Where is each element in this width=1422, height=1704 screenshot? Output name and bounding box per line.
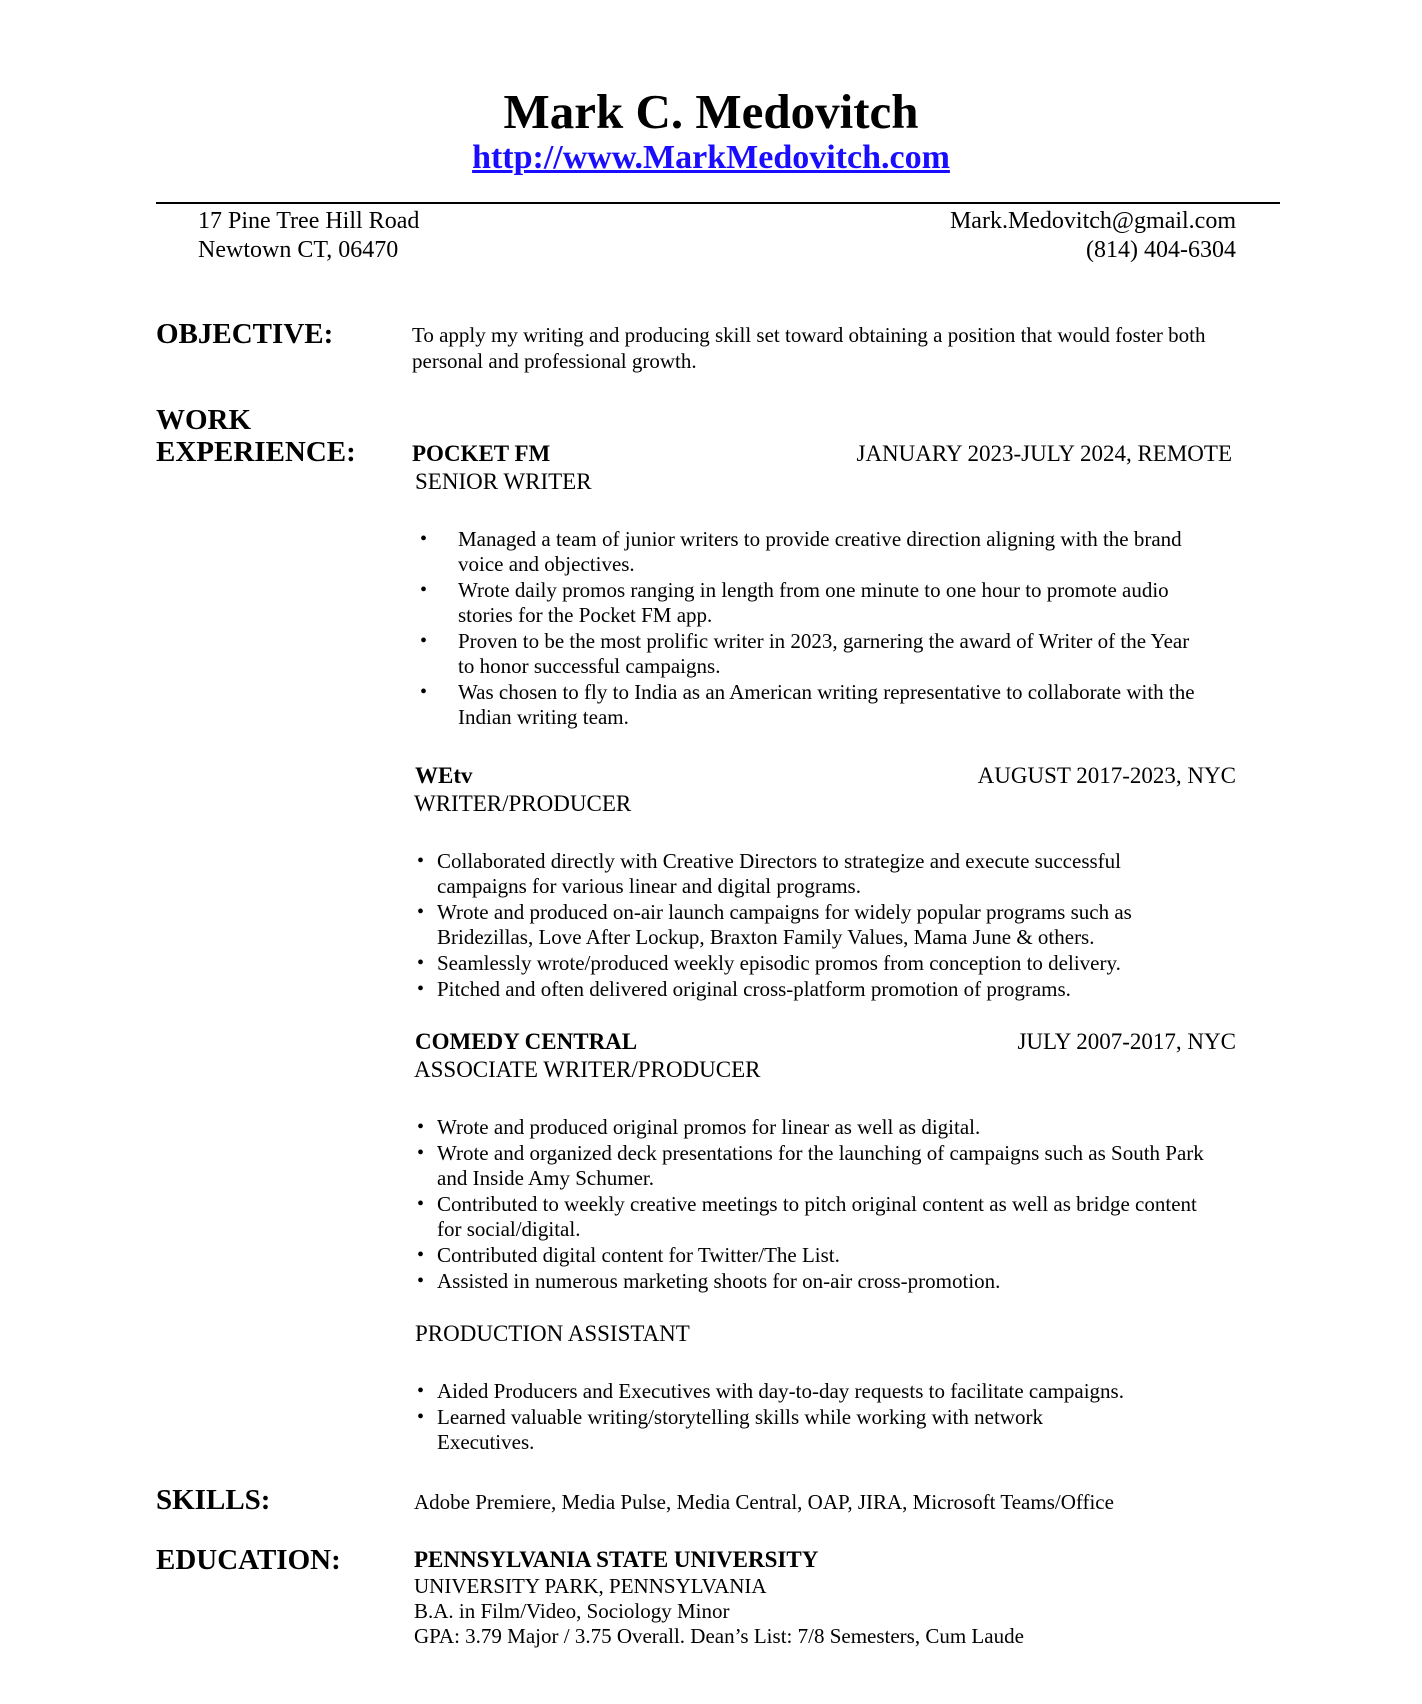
job-bullets	[414, 527, 1244, 731]
email-address[interactable]: Mark.Medovitch@gmail.com	[949, 208, 1236, 234]
bullet-item	[414, 1269, 1244, 1294]
bullet-item	[414, 1192, 1244, 1242]
bullet-dot-icon: •	[417, 1380, 425, 1402]
bullet-item	[414, 578, 1244, 628]
degree: B.A. in Film/Video, Sociology Minor	[414, 1599, 730, 1623]
education-block	[414, 1546, 1024, 1649]
work-heading-line-1: WORK	[156, 404, 252, 436]
phone-number: (814) 404-6304	[1086, 237, 1236, 263]
bullet-item	[414, 680, 1244, 730]
bullet-line: Learned valuable writing/storytelling skills while working with network	[437, 1405, 1043, 1429]
bullet-line: Aided Producers and Executives with day-to-day requests to facilitate campaigns.	[437, 1379, 1124, 1403]
address-block	[198, 207, 419, 265]
header-divider	[156, 202, 1280, 204]
bullet-line: and Inside Amy Schumer.	[437, 1166, 654, 1190]
bullet-line: Wrote and produced original promos for linear as well as digital.	[437, 1115, 981, 1139]
skills-heading: SKILLS:	[156, 1484, 271, 1516]
work-heading	[156, 404, 356, 468]
job-title: ASSOCIATE WRITER/PRODUCER	[414, 1057, 761, 1082]
job-dates: AUGUST 2017-2023, NYC	[977, 763, 1236, 788]
bullet-line: to honor successful campaigns.	[458, 654, 721, 678]
job-title: PRODUCTION ASSISTANT	[415, 1321, 690, 1346]
website-link[interactable]: http://www.MarkMedovitch.com	[472, 139, 950, 176]
objective-text	[412, 322, 1252, 374]
bullet-item	[414, 977, 1244, 1002]
work-heading-line-2: EXPERIENCE:	[156, 436, 356, 468]
bullet-dot-icon: •	[417, 1116, 425, 1138]
education-heading: EDUCATION:	[156, 1544, 341, 1576]
bullet-item	[414, 1141, 1244, 1191]
bullet-line: Contributed digital content for Twitter/The List.	[437, 1243, 840, 1267]
address-line-1: 17 Pine Tree Hill Road	[198, 208, 420, 234]
bullet-item	[414, 629, 1244, 679]
bullet-dot-icon: •	[417, 901, 425, 923]
bullet-item	[414, 1405, 1244, 1455]
job-company: WEtv	[415, 763, 473, 788]
job-bullets	[414, 1115, 1244, 1295]
bullet-line: campaigns for various linear and digital programs.	[437, 874, 861, 898]
bullet-line: voice and objectives.	[458, 552, 635, 576]
skills-text: Adobe Premiere, Media Pulse, Media Central, OAP, JIRA, Microsoft Teams/Office	[414, 1490, 1114, 1514]
bullet-item	[414, 527, 1244, 577]
school-name: PENNSYLVANIA STATE UNIVERSITY	[414, 1547, 819, 1572]
website-link-wrapper	[0, 138, 1422, 178]
bullet-line: Wrote and organized deck presentations for the launching of campaigns such as South Park	[437, 1141, 1204, 1165]
job-company: POCKET FM	[412, 441, 551, 466]
bullet-dot-icon: •	[420, 681, 428, 703]
job-company: COMEDY CENTRAL	[415, 1029, 638, 1054]
job-title: WRITER/PRODUCER	[414, 791, 632, 816]
job-bullets	[414, 1379, 1244, 1456]
bullet-dot-icon: •	[420, 528, 428, 550]
objective-line-2: personal and professional growth.	[412, 349, 697, 373]
bullet-dot-icon: •	[417, 850, 425, 872]
bullet-line: Bridezillas, Love After Lockup, Braxton Family Values, Mama June & others.	[437, 925, 1095, 949]
bullet-item	[414, 900, 1244, 950]
bullet-item	[414, 1379, 1244, 1404]
bullet-item	[414, 1243, 1244, 1268]
gpa: GPA: 3.79 Major / 3.75 Overall. Dean’s List: 7/8 Semesters, Cum Laude	[414, 1624, 1024, 1648]
bullet-line: for social/digital.	[437, 1217, 581, 1241]
address-line-2: Newtown CT, 06470	[198, 237, 399, 263]
school-location: UNIVERSITY PARK, PENNSYLVANIA	[414, 1574, 767, 1598]
job-dates: JULY 2007-2017, NYC	[1017, 1029, 1236, 1054]
bullet-dot-icon: •	[420, 630, 428, 652]
bullet-line: stories for the Pocket FM app.	[458, 603, 713, 627]
bullet-item	[414, 849, 1244, 899]
bullet-dot-icon: •	[417, 1406, 425, 1428]
objective-line-1: To apply my writing and producing skill set toward obtaining a position that would foster both	[412, 323, 1206, 347]
bullet-line: Collaborated directly with Creative Directors to strategize and execute successful	[437, 849, 1121, 873]
objective-heading: OBJECTIVE:	[156, 318, 334, 350]
job-bullets	[414, 849, 1244, 1003]
bullet-line: Contributed to weekly creative meetings to pitch original content as well as bridge content	[437, 1192, 1197, 1216]
bullet-line: Proven to be the most prolific writer in 2023, garnering the award of Writer of the Year	[458, 629, 1190, 653]
bullet-dot-icon: •	[417, 1244, 425, 1266]
bullet-line: Was chosen to fly to India as an American writing representative to collaborate with the	[458, 680, 1195, 704]
bullet-line: Managed a team of junior writers to provide creative direction aligning with the brand	[458, 527, 1182, 551]
bullet-dot-icon: •	[417, 978, 425, 1000]
bullet-line: Wrote daily promos ranging in length from one minute to one hour to promote audio	[458, 578, 1169, 602]
bullet-line: Executives.	[437, 1430, 535, 1454]
job-title: SENIOR WRITER	[415, 469, 592, 494]
bullet-line: Indian writing team.	[458, 705, 629, 729]
contact-block	[950, 207, 1236, 265]
bullet-line: Wrote and produced on-air launch campaigns for widely popular programs such as	[437, 900, 1132, 924]
bullet-item	[414, 1115, 1244, 1140]
bullet-dot-icon: •	[417, 1270, 425, 1292]
bullet-item	[414, 951, 1244, 976]
resume-name: Mark C. Medovitch	[503, 84, 919, 139]
bullet-line: Seamlessly wrote/produced weekly episodic promos from conception to delivery.	[437, 951, 1121, 975]
bullet-line: Assisted in numerous marketing shoots for on-air cross-promotion.	[437, 1269, 1001, 1293]
bullet-line: Pitched and often delivered original cross-platform promotion of programs.	[437, 977, 1071, 1001]
bullet-dot-icon: •	[417, 1193, 425, 1215]
bullet-dot-icon: •	[417, 952, 425, 974]
bullet-dot-icon: •	[417, 1142, 425, 1164]
bullet-dot-icon: •	[420, 579, 428, 601]
job-dates: JANUARY 2023-JULY 2024, REMOTE	[856, 441, 1232, 466]
